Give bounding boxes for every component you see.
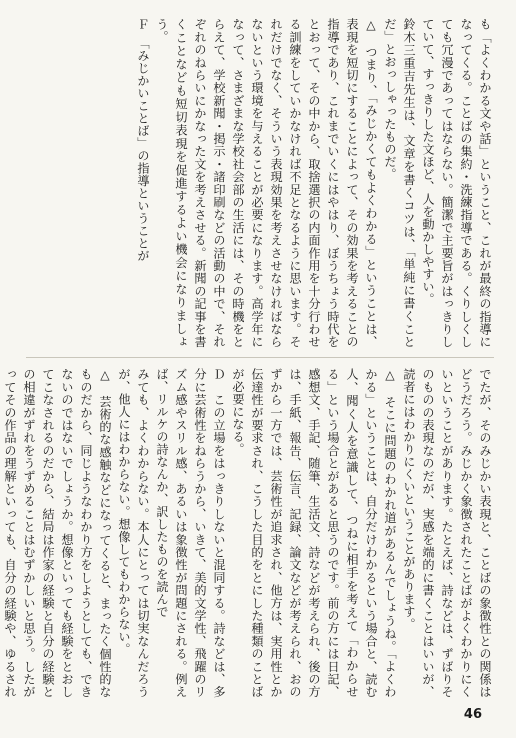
paragraph: △ 芸術的な感触などになってくると、まったく個性的なものだから、同じようなわかり方をしようとしても、できないのではないでしょうか。想像といっても経験をとおしてこなされるのだから、結局は作家の経験と自分の経験との相違がずれをうずめることはむずかしいと思う。したがってその作品の理解といっても、自分の経験や、ゆるされ [3, 368, 112, 698]
paragraph: △ つまり、「みじかくてもよくわかる」ということは、表現を短切にすることによって、その効果を考えることの指導であり、これまでいくにはやはり、ぼうちょう時代をとおって、その中から、取捨選択の内面作用を十分行わせる訓練をしていかなければ不足となるように思います。それだけでなく、そういう表現効果を考えさせなければならないという環境を与えることが必要になります。高学年になって、さまざまな学校社会部の生活には、その時機をとらえて、学校新聞・掲示・諸印刷などの活動の中で、それぞれのねらいにかなった文を考えさせる。新聞の記事を書くことなども短切表現を促進するよい機会になりましょう。 [155, 18, 378, 348]
paragraph: 鈴木三重吉先生は、文章を書くコツは、「単純に書くことだ」とおっしゃったものだ。 [383, 18, 416, 348]
paragraph: も「よくわかる文や話」ということ、これが最終の指導になってくる。ことばの集約・洗練指導である。くりしくしても冗漫であってはならない。簡潔で主要旨がはっきりしていて、すっきりした文ほど、人を動かしやすい。 [421, 18, 492, 348]
lower-text-block [3, 368, 494, 698]
paragraph: △ そこに問題のわかれ道があるんでしょうね。「よくわかる」ということは、自分だけわかるという場合と、読む人、聞く人を意識して、つねに相手を考えて「わからせる」という場合とがあると思うのです。前の方には日記、感想文、手記、随筆、生活文、詩などが考えられ、後の方は、手紙、報告、伝言、記録、論文などが考えられ、おのずから一方では、芸術性が追求され、他方は、実用性とか伝達性が要求され、こうした目的をとにした種類のことばが必要になる。 [231, 368, 397, 698]
section-divider [26, 357, 494, 358]
paragraph: Ｄ この立場をはっきりしないと混同する。詩などは、多分に芸術性をねらうから、いきて、美的文学性、飛躍のリズム感やスリル感、あるいは象徴性が問題にされる。例えば、リルケの詩なんか、訳したものを読んで [155, 368, 226, 698]
paragraph: みても、よくわからない。本人にとっては切実なんだろうが、他人にはわからない。想像してもわからない。 [117, 368, 150, 698]
page-number: 46 [463, 707, 482, 722]
paragraph: Ｆ 「みじかいことば」の指導ということが [136, 18, 150, 262]
upper-text-block [26, 18, 494, 348]
paragraph: でたが、そのみじかい表現と、ことばの象徴性との関係はどうだろう。みじかく象徴されたことばがよくわかりにくいということがあります。たとえば、詩などは、ずばりそのものの表現なのだが、実感を端的に書くことはいいが、読者にはわかりにくいということがあります。 [402, 368, 492, 698]
